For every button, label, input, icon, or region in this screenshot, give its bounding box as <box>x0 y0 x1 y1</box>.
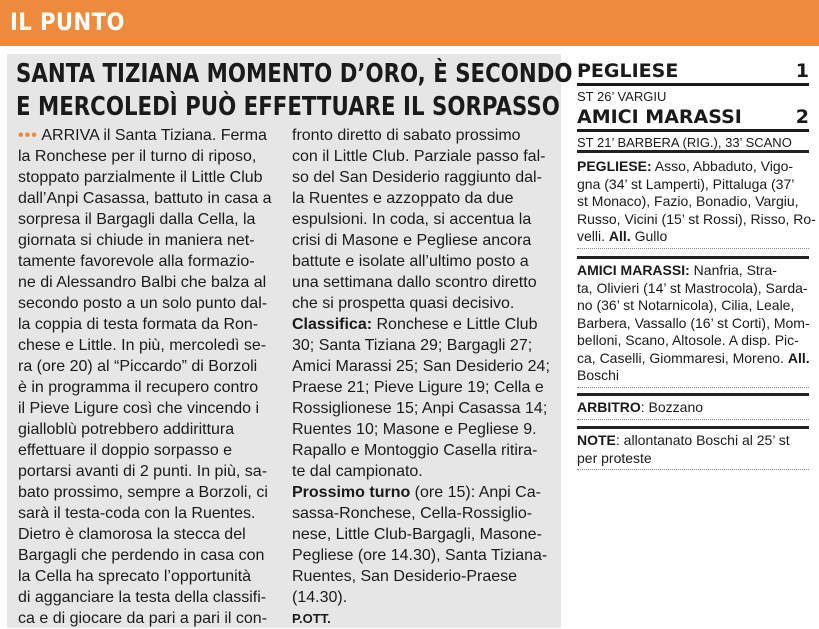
classifica-line: Rapallo e Montoggio Casella ritira- <box>292 442 538 459</box>
article-line: di agganciare la testa della classifi- <box>18 589 267 606</box>
section-title: IL PUNTO <box>10 8 125 36</box>
note-line: per proteste <box>577 449 652 466</box>
away-lineup <box>577 262 809 388</box>
away-lineup-text: ca, Caselli, Giommaresi, Moreno. <box>577 349 788 366</box>
referee-label: ARBITRO <box>577 399 641 415</box>
classifica-text: Ronchese e Little Club <box>372 316 538 333</box>
away-lineup-line: Barbera, Vassallo (16’ st Corti), Mom- <box>577 314 810 331</box>
next-round-line <box>292 482 554 503</box>
away-team-name: AMICI MARASSI <box>577 106 742 128</box>
away-lineup-line <box>577 350 809 368</box>
away-lineup-text: Nanfria, Stra- <box>689 262 777 278</box>
classifica-line: te dal campionato. <box>292 463 423 480</box>
classifica-line: Amici Marassi 25; San Desiderio 24; <box>292 358 550 375</box>
home-coach-name: Gullo <box>630 228 668 244</box>
home-team-row <box>577 60 809 104</box>
home-lineup-line <box>577 228 809 246</box>
article-line: dall’Anpi Casassa, battuto in casa a <box>18 190 272 207</box>
article-line: la Ronchese per il turno di riposo, <box>18 148 257 165</box>
article-line: fronto diretto di sabato prossimo <box>292 127 521 144</box>
note-line <box>577 432 809 450</box>
article-line: secondo posto a un solo punto dal- <box>18 295 268 312</box>
article-line: portarsi avanti di 2 punti. In più, sa- <box>18 463 268 480</box>
article-line: gialloblù potrebbero addirittura <box>18 421 235 438</box>
author-signature: P.OTT. <box>292 611 331 626</box>
home-lineup-line: st Monaco), Fazio, Bonadio, Vargiu, <box>577 193 799 209</box>
article-line <box>18 125 280 146</box>
article-line: una settimana dallo scontro diretto <box>292 274 537 291</box>
article-line: chese e Little. In più, mercoledì se- <box>18 337 267 354</box>
home-coach-label: All. <box>608 228 631 244</box>
article-line: Bargagli che perdendo in casa con <box>18 547 265 564</box>
away-lineup-line <box>577 262 809 280</box>
away-scorers: ST 21’ BARBERA (RIG.), 33’ SCANO <box>577 135 792 150</box>
headline-line: E MERCOLEDÌ PUÒ EFFETTUARE IL SORPASSO <box>16 92 560 122</box>
divider <box>577 150 809 153</box>
article-line: bato prossimo, sempre a Borzoli, ci <box>18 484 268 501</box>
away-team-row <box>577 106 809 150</box>
divider <box>577 426 809 429</box>
next-round-line: nese, Little Club-Bargagli, Masone- <box>292 526 542 543</box>
article-line: giornata si chiude in maniera net- <box>18 232 255 249</box>
article-line: la coppia di testa formata da Ron- <box>18 316 259 333</box>
article-line: la Ruentes e azzoppato da due <box>292 190 514 207</box>
article-line: espulsioni. In coda, si accentua la <box>292 211 532 228</box>
article-line: sorpresa il Bargagli dalla Cella, la <box>18 211 256 228</box>
away-coach-label: All. <box>787 349 810 366</box>
away-lineup-line: ta, Olivieri (14’ st Mastrocola), Sarda- <box>577 279 808 296</box>
away-coach-name: Boschi <box>577 367 620 383</box>
note-text: : allontanato Boschi al 25’ st <box>615 432 790 448</box>
article-line: sarà il testa-coda con la Ruentes. <box>18 505 256 522</box>
classifica-label: Classifica: <box>292 316 373 333</box>
home-lineup-text: velli. <box>577 228 609 244</box>
article-line: il Pieve Ligure così che vincendo i <box>18 400 260 417</box>
classifica-line: Ruentes 10; Masone e Pegliese 9. <box>292 421 537 438</box>
home-lineup-line: Russo, Vicini (15’ st Rossi), Risso, Ro- <box>577 210 816 227</box>
article-line: stoppato parzialmente il Little Club <box>18 169 263 186</box>
article-column-2 <box>292 125 554 629</box>
next-round-line: Pegliese (ore 14.30), Santa Tiziana- <box>292 547 548 564</box>
referee <box>577 399 809 420</box>
article-line-text: ARRIVA il Santa Tiziana. Ferma <box>41 127 267 144</box>
divider <box>577 256 809 259</box>
classifica-line: Rossiglionese 15; Anpi Casassa 14; <box>292 400 548 417</box>
headline <box>16 58 573 124</box>
article-column-1 <box>18 125 280 629</box>
article-line: con il Little Club. Parziale passo fal- <box>292 148 546 165</box>
next-round-text: (ore 15): Anpi Ca- <box>410 484 541 501</box>
bullets-icon: ••• <box>18 127 38 144</box>
article-line: è in programma il recupero contro <box>18 379 259 396</box>
away-lineup-line: no (36’ st Notarnicola), Cilia, Leale, <box>577 297 795 313</box>
home-lineup-line <box>577 158 809 176</box>
next-round-line: sassa-Ronchese, Cella-Rossiglio- <box>292 505 533 522</box>
home-lineup <box>577 158 816 249</box>
home-lineup-label: PEGLIESE: <box>577 158 652 174</box>
article-line: la Cella ha sprecato l’opportunità <box>18 568 252 585</box>
home-lineup-text: Asso, Abbaduto, Vigo- <box>651 158 794 174</box>
away-lineup-label: AMICI MARASSI: <box>577 262 690 278</box>
home-scorers: ST 26’ VARGIU <box>577 89 667 104</box>
section-header <box>0 0 819 46</box>
article-line: battute e isolate all’ultimo posto a <box>292 253 529 270</box>
next-round-line: Ruentes, San Desiderio-Praese <box>292 568 518 585</box>
home-team-name: PEGLIESE <box>577 60 679 82</box>
divider <box>577 393 809 396</box>
classifica-line <box>292 314 554 335</box>
article-line: ca e di giocare da pari a pari il con- <box>18 610 268 627</box>
next-round-line: (14.30). <box>292 589 348 606</box>
classifica-line: 30; Santa Tiziana 29; Bargagli 27; <box>292 337 533 354</box>
article-line: crisi di Masone e Pegliese ancora <box>292 232 532 249</box>
notes <box>577 432 809 470</box>
referee-name: : Bozzano <box>640 399 704 415</box>
next-round-label: Prossimo turno <box>292 484 411 501</box>
home-team-score: 1 <box>795 60 809 82</box>
article-line: ne di Alessandro Balbi che balza al <box>18 274 267 291</box>
classifica-line: Praese 21; Pieve Ligure 19; Cella e <box>292 379 544 396</box>
article-line: effettuare il doppio sorpasso e <box>18 442 233 459</box>
article-line: che si prospetta quasi decisivo. <box>292 295 515 312</box>
headline-line: SANTA TIZIANA MOMENTO D’ORO, È SECONDO <box>16 59 573 89</box>
article-line: tamente favorevole alla formazio- <box>18 253 255 270</box>
away-lineup-line: belloni, Scano, Altosole. A disp. Pic- <box>577 332 799 348</box>
home-lineup-line: gna (34’ st Lamperti), Pittaluga (37’ <box>577 175 795 192</box>
article-line: Dietro è clamorosa la stecca del <box>18 526 246 543</box>
note-label: NOTE <box>577 432 616 448</box>
away-team-score: 2 <box>795 106 809 128</box>
article-line: so del San Desiderio raggiunto dal- <box>292 169 542 186</box>
article-line: ra (ore 20) al “Piccardo” di Borzoli <box>18 358 258 375</box>
